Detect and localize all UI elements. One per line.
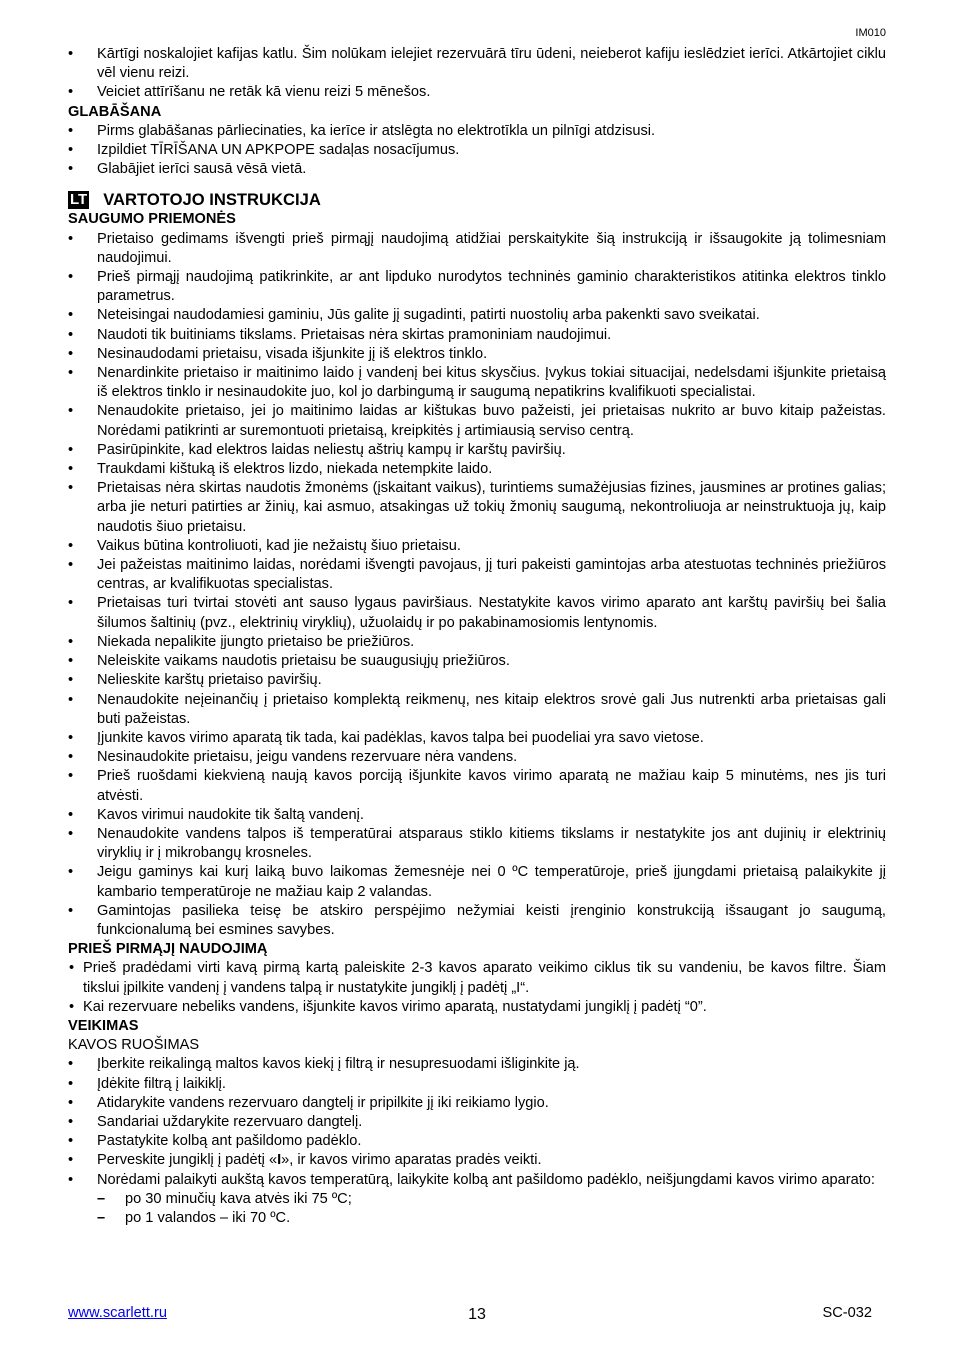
- list-item: • Izpildiet TĪRĪŠANA UN APKPOPE sadaļas nosacījumus.: [68, 141, 886, 160]
- switch-mark: I: [277, 1152, 282, 1169]
- list-item: • Gamintojas pasilieka teisę be atskiro perspėjimo nežymiai keisti įrenginio konstrukciją išsaugant jo saugumą, funkcionalumą bei esmines savybes.: [68, 902, 886, 940]
- operation-subheading: KAVOS RUOŠIMAS: [68, 1037, 200, 1054]
- list-item: • Jeigu gaminys kai kurį laiką buvo laikomas žemesnėje nei 0 ºC temperatūroje, prieš įjungdami prietaisą palaikykite jį kambario temperatūroje ne mažiau kaip 2 valandas.: [68, 863, 886, 901]
- list-item: • Jei pažeistas maitinimo laidas, norėdami išvengti pavojaus, jį turi pakeisti gamintojas arba atestuotas techninės priežiūros centras, ar kvalifikuotas specialistas.: [68, 556, 886, 594]
- first-use-heading: PRIEŠ PIRMĄJĮ NAUDOJIMĄ: [68, 941, 268, 958]
- list-item: • Nelieskite karštų prietaiso paviršių.: [68, 671, 886, 690]
- list-item: • Prieš pirmąjį naudojimą patikrinkite, ar ant lipduko nurodytos techninės gaminio charakteristikos atitinka elektros tinklo parametrus.: [68, 268, 886, 306]
- list-item: • Įdėkite filtrą į laikiklį.: [68, 1075, 886, 1094]
- list-item: • Įberkite reikalingą maltos kavos kiekį į filtrą ir nesupresuodami išliginkite ją.: [68, 1055, 886, 1074]
- operation-heading: VEIKIMAS: [68, 1017, 139, 1034]
- list-item: • Veiciet attīrīšanu ne retāk kā vienu reizi 5 mēnešos.: [68, 83, 886, 102]
- product-code: SC-032: [822, 1305, 872, 1321]
- list-item: • Prietaisas turi tvirtai stovėti ant sauso lygaus paviršiaus. Nestatykite kavos virimo aparato ant karštų paviršių bei šalia šilumos šaltinių (pvz., elektrinių viryklių), užuolaidų ir po pakabinamosiomis lentynomis.: [68, 594, 886, 632]
- list-item: – po 1 valandos – iki 70 ºC.: [97, 1209, 886, 1228]
- list-item: • Atidarykite vandens rezervuaro dangtelį ir pripilkite jį iki reikiamo lygio.: [68, 1094, 886, 1113]
- switch-text-before: Perveskite jungiklį į padėtį «: [97, 1152, 278, 1169]
- list-item: • Kavos virimui naudokite tik šaltą vandenį.: [68, 806, 886, 825]
- storage-heading: GLABĀŠANA: [68, 103, 162, 120]
- list-item: • Naudoti tik buitiniams tikslams. Prietaisas nėra skirtas pramoniniam naudojimui.: [68, 326, 886, 345]
- cleaning-list: [68, 45, 886, 103]
- list-item: • Vaikus būtina kontroliuoti, kad jie nežaistų šiuo prietaisu.: [68, 537, 886, 556]
- safety-list: [68, 230, 886, 941]
- list-item: • Neteisingai naudodamiesi gaminiu, Jūs galite jį sugadinti, patirti nuostolių arba pakenkti savo sveikatai.: [68, 306, 886, 325]
- list-item: • Traukdami kištuką iš elektros lizdo, niekada netempkite laido.: [68, 460, 886, 479]
- list-item: • Neleiskite vaikams naudotis prietaisu be suaugusiųjų priežiūros.: [68, 652, 886, 671]
- operation-list: [68, 1055, 886, 1189]
- list-item: • Pasirūpinkite, kad elektros laidas neliestų aštrių kampų ir karštų paviršių.: [68, 441, 886, 460]
- list-item: • Sandariai uždarykite rezervuaro dangtelį.: [68, 1113, 886, 1132]
- list-item: • Glabājiet ierīci sausā vēsā vietā.: [68, 160, 886, 179]
- list-item: • Prietaisas nėra skirtas naudotis žmonėms (įskaitant vaikus), turintiems sumažėjusias fizines, jausmines ar protines galias; arba jie neturi patirties ar žinių, kai asmuo, atsakingas už tokių žmonių saugumą, nekontroliuoja ar neinstruktuoja jų, kaip naudotis šiuo prietaisu.: [68, 479, 886, 537]
- list-item: • Pastatykite kolbą ant pašildomo padėklo.: [68, 1132, 886, 1151]
- list-item: • Nesinaudokite prietaisu, jeigu vandens rezervuare nėra vandens.: [68, 748, 886, 767]
- list-item: • Norėdami palaikyti aukštą kavos temperatūrą, laikykite kolbą ant pašildomo padėklo, neišjungdami kavos virimo aparato:: [68, 1171, 886, 1190]
- content: [68, 45, 886, 1228]
- storage-list: [68, 122, 886, 180]
- first-use-list: [68, 959, 886, 1017]
- list-item: • Kai rezervuare nebeliks vandens, išjunkite kavos virimo aparatą, nustatydami jungiklį į padėtį “0”.: [68, 998, 886, 1017]
- switch-text-after: », ir kavos virimo aparatas pradės veikti.: [281, 1152, 542, 1169]
- safety-heading: SAUGUMO PRIEMONĖS: [68, 211, 236, 228]
- list-item-switch: [68, 1151, 886, 1170]
- list-item: • Prietaiso gedimams išvengti prieš pirmąjį naudojimą atidžiai perskaitykite šią instrukciją ir išsaugokite ją tolimesniam naudojimui.: [68, 230, 886, 268]
- list-item: • Prieš pradėdami virti kavą pirmą kartą paleiskite 2-3 kavos aparato veikimo ciklus tik su vandeniu, be kavos filtre. Šiam tikslui įpilkite vandenį į vandens talpą ir nustatykite jungiklį į padėtį „I“.: [68, 959, 886, 997]
- list-item: • Pirms glabāšanas pārliecinaties, ka ierīce ir atslēgta no elektrotīkla un pilnīgi atdzisusi.: [68, 122, 886, 141]
- section-title: [68, 190, 886, 210]
- list-item: • Įjunkite kavos virimo aparatą tik tada, kai padėklas, kavos talpa bei puodeliai yra savo vietose.: [68, 729, 886, 748]
- list-item: • Niekada nepalikite įjungto prietaiso be priežiūros.: [68, 633, 886, 652]
- page-number: 13: [468, 1306, 486, 1323]
- list-item: • Prieš ruošdami kiekvieną naują kavos porciją išjunkite kavos virimo aparatą ne mažiau kaip 5 minutėms, nes jis turi atvėsti.: [68, 767, 886, 805]
- list-item: • Kārtīgi noskalojiet kafijas katlu. Šim nolūkam ielejiet rezervuārā tīru ūdeni, neieberot kafiju ieslēdziet ierīci. Atkārtojiet ciklu vēl vienu reizi.: [68, 45, 886, 83]
- model-number: IM010: [855, 27, 886, 39]
- list-item: • Nenaudokite prietaiso, jei jo maitinimo laidas ar kištukas buvo pažeisti, jei prietaisas nukrito ar buvo kitaip pažeistas. Norėdami patikrinti ar suremontuoti prietaisą, kreipkitės į artimiausią serviso centrą.: [68, 402, 886, 440]
- section-title-text: VARTOTOJO INSTRUKCIJA: [103, 190, 321, 210]
- temperature-list: [97, 1190, 886, 1228]
- list-item: • Nenaudokite neįeinančių į prietaiso komplektą reikmenų, nes kitaip elektros srovė gali Jus nutrenkti arba prietaisas gali buti pažeistas.: [68, 691, 886, 729]
- list-item: • Nesinaudodami prietaisu, visada išjunkite jį iš elektros tinklo.: [68, 345, 886, 364]
- website-link[interactable]: www.scarlett.ru: [68, 1305, 167, 1321]
- language-badge: LT: [70, 191, 88, 209]
- list-item: • Nenaudokite vandens talpos iš temperatūrai atsparaus stiklo kitiems tikslams ir nestatykite jos ant dujinių ir elektrinių viryklių ir į mikrobangų krosneles.: [68, 825, 886, 863]
- footer: [68, 1304, 886, 1324]
- list-item: – po 30 minučių kava atvės iki 75 ºC;: [97, 1190, 886, 1209]
- list-item: • Nenardinkite prietaiso ir maitinimo laido į vandenį bei kitus skysčius. Įvykus tokiai situacijai, nedelsdami išjunkite prietaisą iš elektros tinklo ir nesinaudokite juo, kol jo darbingumą ir saugumą nepatikrins kvalifikuoti specialistai.: [68, 364, 886, 402]
